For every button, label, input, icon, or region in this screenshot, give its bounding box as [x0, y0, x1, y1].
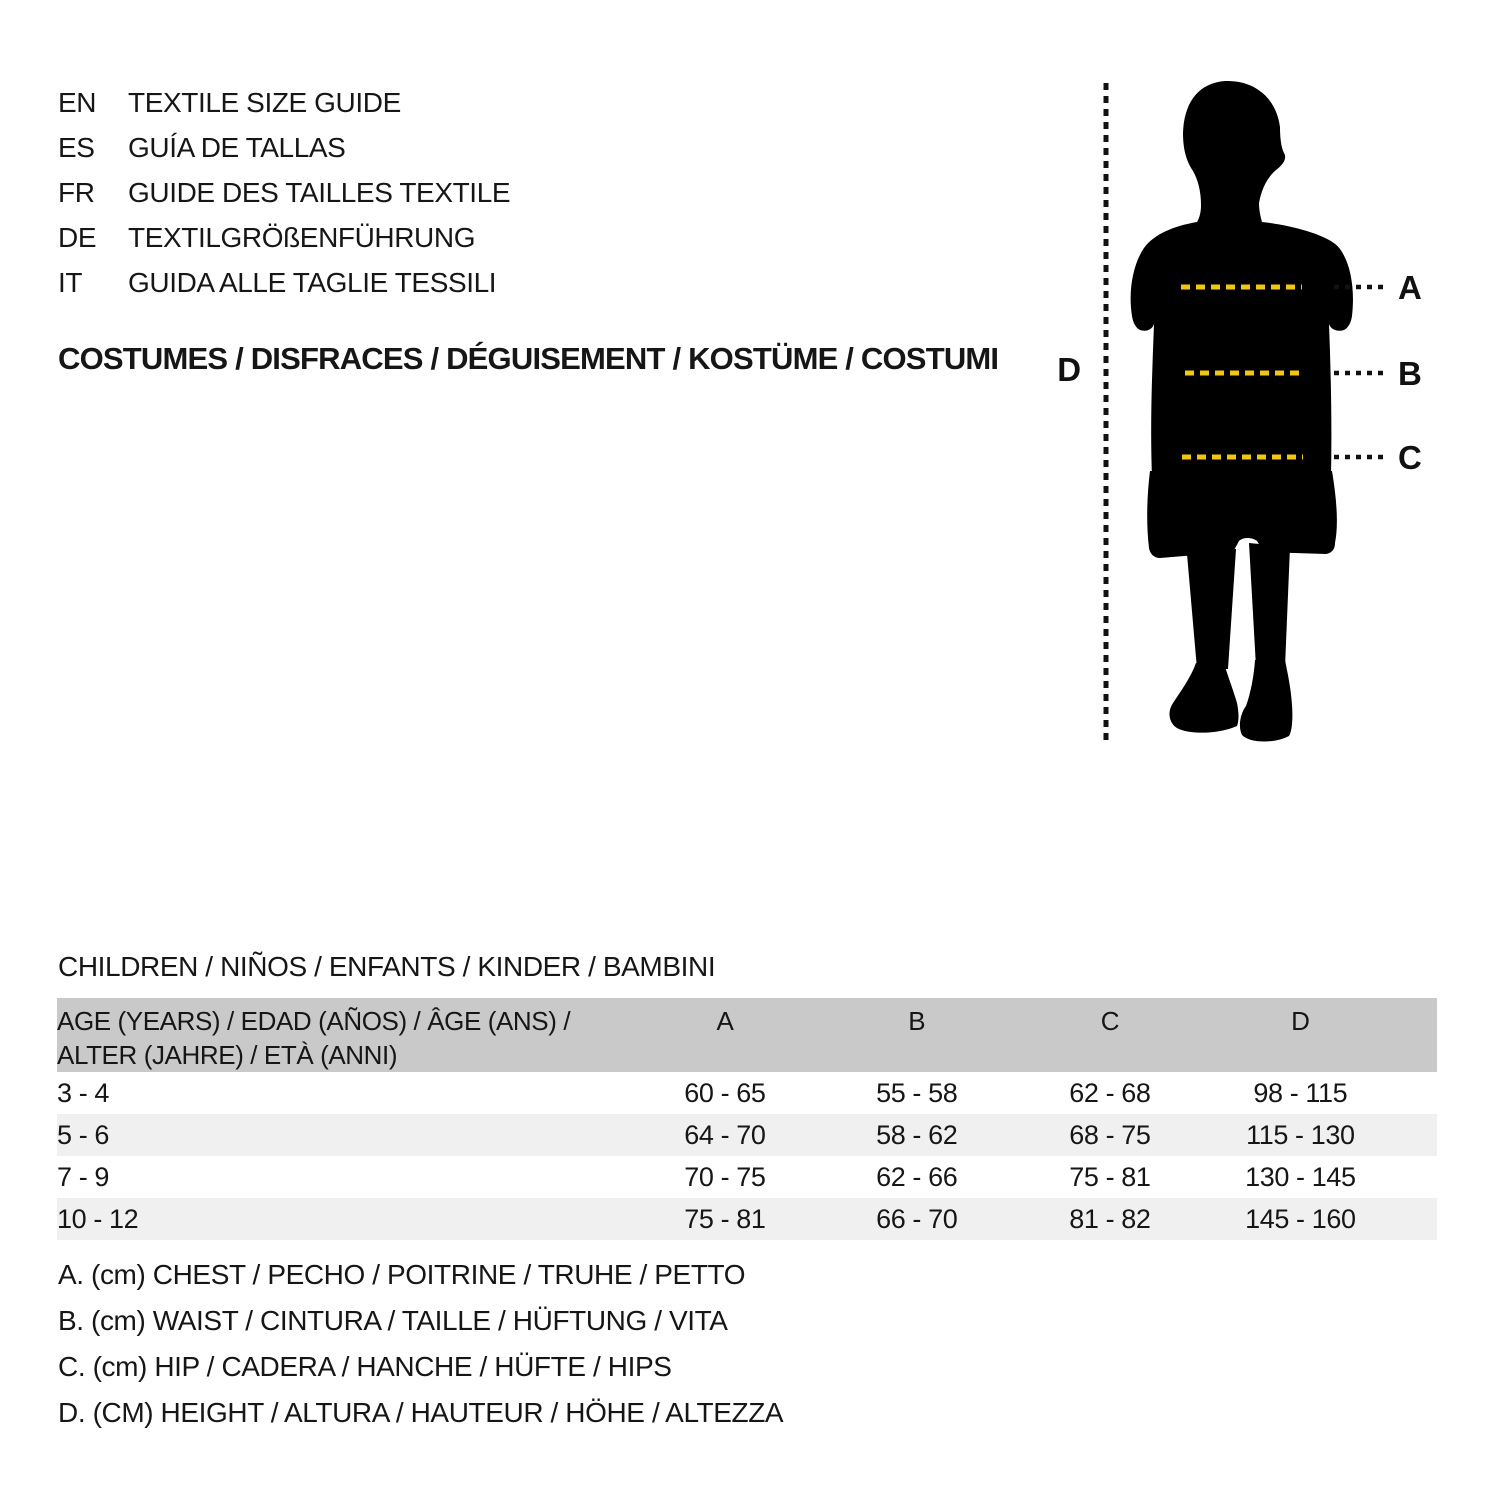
height-cell: 98 - 115: [1253, 1077, 1348, 1108]
category-title: COSTUMES / DISFRACES / DÉGUISEMENT / KOSTÜME / COSTUMI: [58, 341, 999, 376]
column-header-a: A: [716, 1006, 734, 1036]
table-row: [57, 1114, 1437, 1156]
age-header-line1: AGE (YEARS) / EDAD (AÑOS) / ÂGE (ANS) /: [57, 1006, 571, 1036]
lang-row-en: [58, 80, 510, 125]
table-header-row: [57, 998, 1437, 1072]
legend-height: D. (CM) HEIGHT / ALTURA / HAUTEUR / HÖHE / ALTEZZA: [58, 1397, 784, 1428]
legend-waist: B. (cm) WAIST / CINTURA / TAILLE / HÜFTUNG / VITA: [58, 1305, 728, 1336]
waist-cell: 62 - 66: [876, 1161, 958, 1192]
height-cell: 115 - 130: [1246, 1119, 1355, 1150]
chest-cell: 60 - 65: [684, 1077, 766, 1108]
row-spacer: [1394, 1156, 1437, 1198]
hip-cell: 68 - 75: [1069, 1119, 1151, 1150]
lang-label-es: GUÍA DE TALLAS: [128, 131, 346, 163]
lang-row-fr: [58, 170, 510, 215]
lang-code-de: DE: [58, 221, 97, 253]
size-table-container: [57, 998, 1437, 1240]
child-silhouette: [1131, 81, 1353, 742]
header-spacer: [1394, 998, 1437, 1072]
age-cell: 3 - 4: [57, 1077, 110, 1108]
legend-hip: C. (cm) HIP / CADERA / HANCHE / HÜFTE / HIPS: [58, 1351, 672, 1382]
row-spacer: [1394, 1072, 1437, 1114]
age-column-header: [57, 998, 630, 1072]
lang-label-de: TEXTILGRÖßENFÜHRUNG: [128, 221, 476, 253]
table-row: [57, 1072, 1437, 1114]
column-header-d: D: [1291, 1006, 1310, 1036]
chest-cell: 64 - 70: [684, 1119, 766, 1150]
lang-code-es: ES: [58, 131, 95, 163]
lang-row-it: [58, 260, 510, 305]
figure-label-a: A: [1398, 269, 1422, 306]
language-guide-list: [58, 80, 510, 305]
column-header-b: B: [908, 1006, 926, 1036]
age-cell: 7 - 9: [57, 1161, 110, 1192]
height-cell: 145 - 160: [1245, 1203, 1356, 1234]
lang-label-it: GUIDA ALLE TAGLIE TESSILI: [128, 266, 497, 298]
hip-cell: 75 - 81: [1069, 1161, 1151, 1192]
measurement-diagram: [1040, 75, 1485, 765]
hip-cell: 62 - 68: [1069, 1077, 1151, 1108]
figure-label-b: B: [1398, 355, 1422, 392]
waist-cell: 66 - 70: [876, 1203, 958, 1234]
child-silhouette-figure: [1040, 75, 1485, 765]
lang-code-it: IT: [58, 266, 83, 298]
legend-chest: A. (cm) CHEST / PECHO / POITRINE / TRUHE / PETTO: [58, 1259, 746, 1290]
table-row: [57, 1198, 1437, 1240]
waist-cell: 58 - 62: [876, 1119, 958, 1150]
lang-code-en: EN: [58, 86, 97, 118]
chest-cell: 75 - 81: [684, 1203, 766, 1234]
table-row: [57, 1156, 1437, 1198]
row-spacer: [1394, 1198, 1437, 1240]
lang-code-fr: FR: [58, 176, 95, 208]
figure-label-d: D: [1057, 351, 1081, 388]
chest-cell: 70 - 75: [684, 1161, 766, 1192]
lang-label-fr: GUIDE DES TAILLES TEXTILE: [128, 176, 511, 208]
lang-row-es: [58, 125, 510, 170]
children-size-table: [57, 998, 1437, 1240]
measurement-legend: [58, 1252, 783, 1436]
figure-label-c: C: [1398, 439, 1422, 476]
lang-row-de: [58, 215, 510, 260]
height-cell: 130 - 145: [1245, 1161, 1356, 1192]
children-section-title: CHILDREN / NIÑOS / ENFANTS / KINDER / BAMBINI: [58, 951, 716, 982]
hip-cell: 81 - 82: [1069, 1203, 1151, 1234]
row-spacer: [1394, 1114, 1437, 1156]
waist-cell: 55 - 58: [876, 1077, 958, 1108]
age-cell: 5 - 6: [57, 1119, 110, 1150]
column-header-c: C: [1100, 1006, 1120, 1036]
lang-label-en: TEXTILE SIZE GUIDE: [128, 86, 401, 118]
age-cell: 10 - 12: [57, 1203, 139, 1234]
age-header-line2: ALTER (JAHRE) / ETÀ (ANNI): [57, 1040, 398, 1070]
